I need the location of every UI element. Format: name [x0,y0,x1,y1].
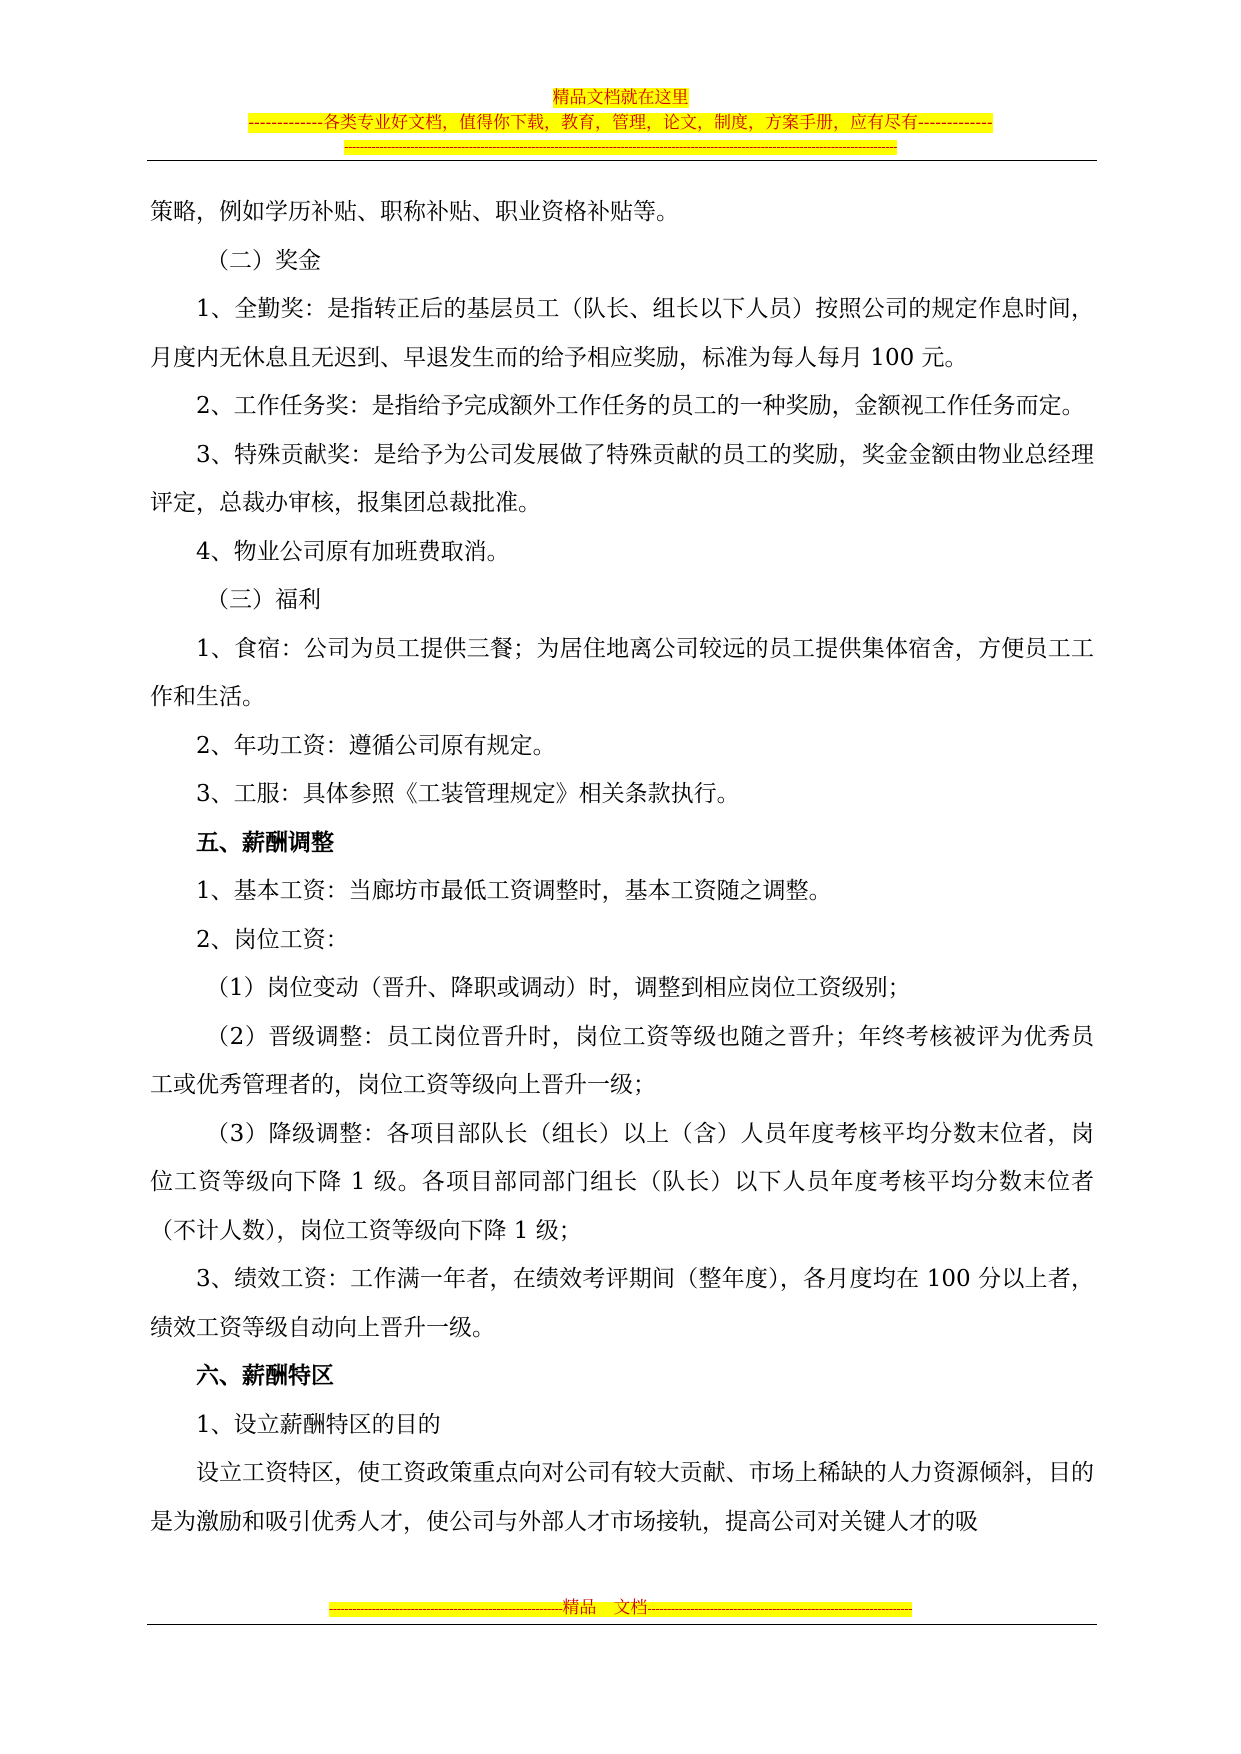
paragraph-promotion: （2）晋级调整：员工岗位晋升时，岗位工资等级也随之晋升；年终考核被评为优秀员工或优秀管理者的，岗位工资等级向上晋升一级； [150,1023,1094,1098]
paragraph-seniority-pay: 2、年功工资：遵循公司原有规定。 [196,732,556,759]
paragraph-strategy: 策略，例如学历补贴、职称补贴、职业资格补贴等。 [150,199,679,225]
paragraph-zone-purpose: 1、设立薪酬特区的目的 [196,1411,441,1438]
footer-banner [0,1598,1241,1620]
section-heading-welfare: （三）福利 [206,587,321,613]
paragraph-special-award: 3、特殊贡献奖：是给予为公司发展做了特殊贡献的员工的奖励，奖金金额由物业总经理评定，总裁办审核，报集团总裁批准。 [150,441,1094,516]
paragraph-zone-description: 设立工资特区，使工资政策重点向对公司有较大贡献、市场上稀缺的人力资源倾斜，目的是为激励和吸引优秀人才，使公司与外部人才市场接轨，提高公司对关键人才的吸 [150,1460,1094,1535]
document-body [150,188,1094,1546]
footer-label: 精品 文档 [562,1598,648,1618]
chapter-heading-salary-adjustment: 五、薪酬调整 [196,828,334,856]
paragraph-position-pay: 2、岗位工资： [196,926,349,953]
paragraph-position-change: （1）岗位变动（晋升、降职或调动）时，调整到相应岗位工资级别； [206,975,911,1001]
header-rule [147,160,1097,161]
chapter-heading-salary-zone: 六、薪酬特区 [196,1362,334,1389]
paragraph-board-lodging: 1、食宿：公司为员工提供三餐；为居住地离公司较远的员工提供集体宿舍，方便员工工作和生活。 [150,635,1094,710]
header-tagline: -------------各类专业好文档，值得你下载，教育，管理，论文，制度，方案手册，应有尽有------------- [248,113,993,133]
footer-left-dashes: ------------------------------------------------------------ [328,1602,563,1617]
paragraph-uniform: 3、工服：具体参照《工装管理规定》相关条款执行。 [196,781,740,807]
header-dashes: ---------------------------------------------------------------------------------------------------------------------------------------------- [344,140,897,155]
paragraph-task-award: 2、工作任务奖：是指给予完成额外工作任务的员工的一种奖励，金额视工作任务而定。 [196,393,1085,419]
paragraph-overtime: 4、物业公司原有加班费取消。 [196,538,510,565]
footer-right-dashes: -------------------------------------------------------------------- [647,1602,913,1617]
paragraph-performance-pay: 3、绩效工资：工作满一年者，在绩效考评期间（整年度），各月度均在 100 分以上者，绩效工资等级自动向上晋升一级。 [150,1266,1094,1341]
footer-rule [147,1624,1097,1625]
header-title: 精品文档就在这里 [552,88,689,108]
paragraph-attendance-award: 1、全勤奖：是指转正后的基层员工（队长、组长以下人员）按照公司的规定作息时间，月度内无休息且无迟到、早退发生而的给予相应奖励，标准为每人每月 100 元。 [150,296,1094,371]
paragraph-base-pay: 1、基本工资：当廊坊市最低工资调整时，基本工资随之调整。 [196,878,832,904]
paragraph-demotion: （3）降级调整：各项目部队长（组长）以上（含）人员年度考核平均分数末位者，岗位工资等级向下降 1 级。各项目部同部门组长（队长）以下人员年度考核平均分数末位者（不计人数），岗位工资等级向下降 1 级； [150,1120,1094,1244]
section-heading-bonus: （二）奖金 [206,247,321,274]
